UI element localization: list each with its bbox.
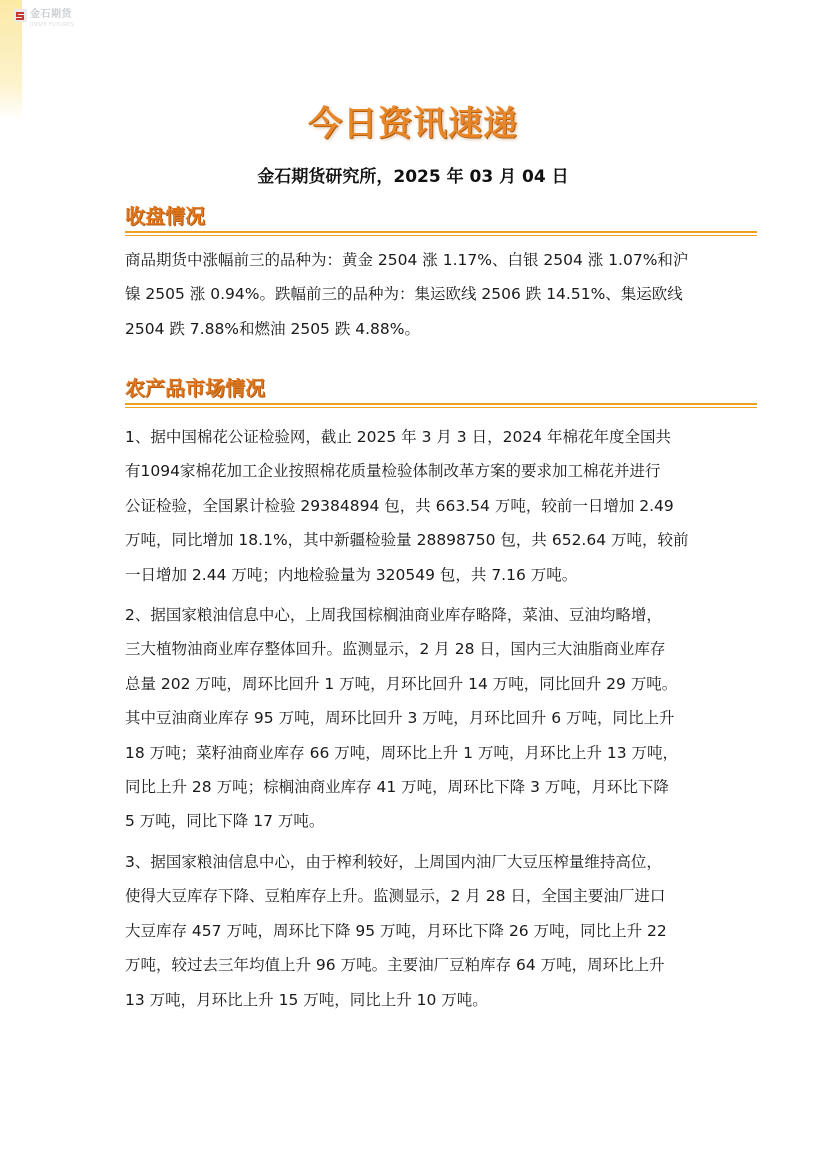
text-line: 3、据国家粮油信息中心，由于榨利较好，上周国内油厂大豆压榨量维持高位， xyxy=(125,852,662,871)
paragraph-cotton xyxy=(125,420,725,592)
heading-rule-thin xyxy=(125,235,757,236)
text-line: 公证检验，全国累计检验 29384894 包，共 663.54 万吨，较前一日增加 2.49 xyxy=(125,496,674,515)
text-line: 总量 202 万吨，周环比回升 1 万吨，月环比回升 14 万吨，同比回升 29 万吨。 xyxy=(125,674,678,693)
section-heading-agri xyxy=(125,375,757,408)
text-line: 三大植物油商业库存整体回升。监测显示，2 月 28 日，国内三大油脂商业库存 xyxy=(125,640,666,659)
text-line: 大豆库存 457 万吨，周环比下降 95 万吨，月环比下降 26 万吨，同比上升 22 xyxy=(125,921,667,940)
document-title: 今日资讯速递 xyxy=(308,104,518,144)
heading-rule xyxy=(125,403,757,405)
text-line: 18 万吨；菜籽油商业库存 66 万吨，周环比上升 1 万吨，月环比上升 13 万吨， xyxy=(125,743,679,762)
text-line: 一日增加 2.44 万吨；内地检验量为 320549 包，共 7.16 万吨。 xyxy=(125,565,578,584)
text-line: 商品期货中涨幅前三的品种为：黄金 2504 涨 1.17%、白银 2504 涨 1.07%和沪 xyxy=(125,251,689,269)
text-line: 2、据国家粮油信息中心，上周我国棕榈油商业库存略降，菜油、豆油均略增， xyxy=(125,606,662,625)
paragraph-soybean xyxy=(125,845,725,1017)
text-line: 万吨，同比增加 18.1%，其中新疆检验量 28898750 包，共 652.64 万吨，较前 xyxy=(125,531,689,550)
section-body-agri xyxy=(125,420,725,1017)
logo-subtext: JINSHI FUTURES xyxy=(30,22,74,28)
section-body-closing xyxy=(125,243,725,346)
paragraph xyxy=(125,243,725,346)
text-line: 使得大豆库存下降、豆粕库存上升。监测显示，2 月 28 日，全国主要油厂进口 xyxy=(125,887,666,906)
logo-text: 金石期货 xyxy=(30,9,72,20)
section-heading-label: 收盘情况 xyxy=(125,204,205,228)
text-line: 13 万吨，月环比上升 15 万吨，同比上升 10 万吨。 xyxy=(125,990,488,1009)
logo-mark-icon xyxy=(14,9,27,22)
text-line: 5 万吨，同比下降 17 万吨。 xyxy=(125,812,325,831)
section-heading-label: 农产品市场情况 xyxy=(125,376,265,400)
heading-rule-thin xyxy=(125,407,757,408)
text-line: 其中豆油商业库存 95 万吨，周环比回升 3 万吨，月环比回升 6 万吨，同比上升 xyxy=(125,709,675,728)
text-line: 2504 跌 7.88%和燃油 2505 跌 4.88%。 xyxy=(125,319,421,338)
heading-rule xyxy=(125,231,757,233)
document-subtitle: 金石期货研究所，2025 年 03 月 04 日 xyxy=(257,167,569,187)
company-logo xyxy=(14,7,74,28)
text-line: 万吨，较过去三年均值上升 96 万吨。主要油厂豆粕库存 64 万吨，周环比上升 xyxy=(125,956,665,975)
text-line: 镍 2505 涨 0.94%。跌幅前三的品种为：集运欧线 2506 跌 14.51%、集运欧线 xyxy=(125,285,683,304)
section-heading-closing xyxy=(125,203,757,236)
paragraph-vegetable-oil xyxy=(125,598,725,839)
text-line: 有1094家棉花加工企业按照棉花质量检验体制改革方案的要求加工棉花并进行 xyxy=(125,462,661,481)
text-line: 1、据中国棉花公证检验网，截止 2025 年 3 月 3 日，2024 年棉花年度全国共 xyxy=(125,428,671,446)
text-line: 同比上升 28 万吨；棕榈油商业库存 41 万吨，周环比下降 3 万吨，月环比下降 xyxy=(125,778,669,797)
